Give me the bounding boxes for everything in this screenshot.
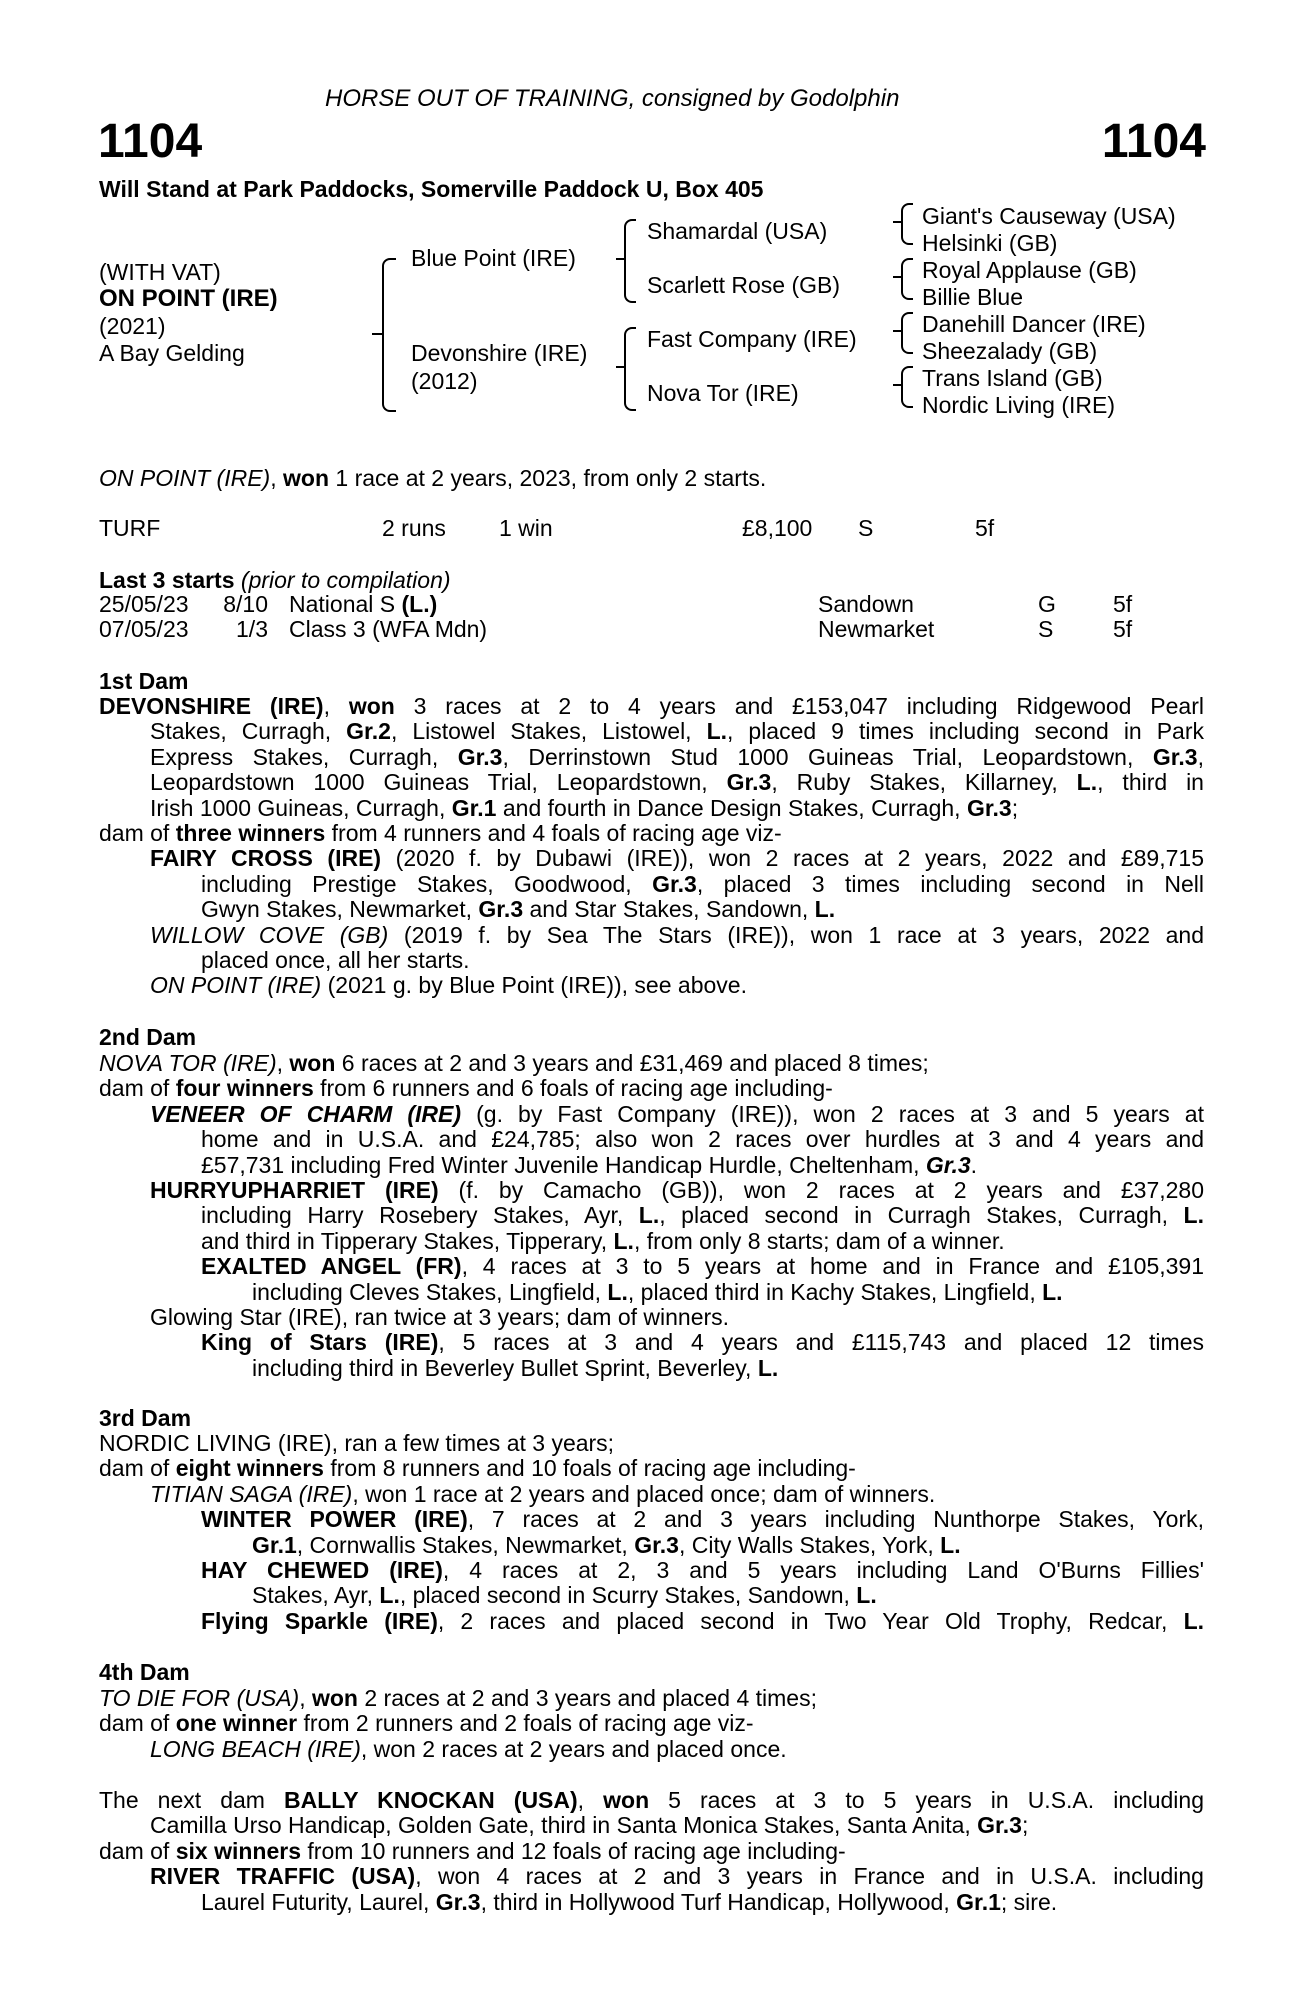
start-race: National S (L.): [289, 591, 438, 617]
dam2-line: dam of four winners from 6 runners and 6 foals of racing age including-: [99, 1075, 833, 1102]
dam3-heading: 3rd Dam: [99, 1405, 192, 1431]
dam3-line: TITIAN SAGA (IRE), won 1 race at 2 years and placed once; dam of winners.: [150, 1480, 936, 1507]
pedigree-ddd: Nordic Living (IRE): [922, 392, 1115, 418]
pedigree-sire: Blue Point (IRE): [411, 245, 576, 271]
dam2-line: home and in U.S.A. and £24,785; also won 2 races over hurdles at 3 and 4 years and: [201, 1127, 1204, 1153]
pedigree-dss: Danehill Dancer (IRE): [922, 311, 1146, 337]
next_dam-line: RIVER TRAFFIC (USA), won 4 races at 2 and 3 years in France and in U.S.A. including: [150, 1864, 1204, 1890]
consignment-line: HORSE OUT OF TRAINING, consigned by Godolphin: [325, 85, 900, 112]
dam2-line: VENEER OF CHARM (IRE) (g. by Fast Company (IRE)), won 2 races at 3 and 5 years at: [150, 1101, 1204, 1127]
pedigree-sire-dam: Scarlett Rose (GB): [647, 272, 840, 298]
pedigree-dds: Trans Island (GB): [922, 365, 1103, 391]
pedigree-ssd: Helsinki (GB): [922, 230, 1058, 256]
pedigree-bracket-main: [382, 258, 396, 412]
dam3-line: HAY CHEWED (IRE), 4 races at 2, 3 and 5 years including Land O'Burns Fillies': [201, 1558, 1204, 1583]
dam1-line: FAIRY CROSS (IRE) (2020 f. by Dubawi (IRE)), won 2 races at 2 years, 2022 and £89,715: [150, 846, 1204, 872]
dam4-heading: 4th Dam: [99, 1659, 190, 1685]
dam2-line: including Harry Rosebery Stakes, Ayr, L., placed second in Curragh Stakes, Curragh, L.: [201, 1203, 1204, 1229]
start-race: Class 3 (WFA Mdn): [289, 616, 488, 642]
dam2-line: King of Stars (IRE), 5 races at 3 and 4 years and £115,743 and placed 12 times: [201, 1330, 1204, 1356]
pedigree-sdd: Billie Blue: [922, 284, 1023, 310]
dam3-line: dam of eight winners from 8 runners and 10 foals of racing age including-: [99, 1455, 856, 1482]
dam1-line: Irish 1000 Guineas, Curragh, Gr.1 and fourth in Dance Design Stakes, Curragh, Gr.3;: [150, 794, 1019, 821]
race-summary: ON POINT (IRE), won 1 race at 2 years, 2023, from only 2 starts.: [99, 465, 767, 491]
start-course: Sandown: [818, 591, 914, 617]
dam3-line: Gr.1, Cornwallis Stakes, Newmarket, Gr.3, City Walls Stakes, York, L.: [252, 1531, 961, 1558]
next_dam-line: Laurel Futurity, Laurel, Gr.3, third in Hollywood Turf Handicap, Hollywood, Gr.1; sire.: [201, 1888, 1058, 1915]
record-wins: 1 win: [499, 515, 553, 541]
record-going: S: [858, 515, 874, 541]
vat-note: (WITH VAT): [99, 259, 221, 285]
horse-description: A Bay Gelding: [99, 340, 245, 366]
dam2-line: Glowing Star (IRE), ran twice at 3 years; dam of winners.: [150, 1304, 730, 1330]
pedigree-dsd: Sheezalady (GB): [922, 338, 1098, 364]
lot-number-left: 1104: [98, 115, 203, 168]
dam1-line: Gwyn Stakes, Newmarket, Gr.3 and Star Stakes, Sandown, L.: [201, 896, 836, 923]
pedigree-dam-sire: Fast Company (IRE): [647, 326, 857, 352]
start-date: 25/05/23: [99, 591, 189, 617]
last-starts-heading: Last 3 starts (prior to compilation): [99, 567, 451, 593]
dam1-line: dam of three winners from 4 runners and 4 foals of racing age viz-: [99, 820, 782, 846]
pedigree-dam-year: (2012): [411, 368, 478, 394]
record-distance: 5f: [975, 515, 995, 541]
pedigree-sire-sire: Shamardal (USA): [647, 218, 828, 244]
dam1-line: DEVONSHIRE (IRE), won 3 races at 2 to 4 years and £153,047 including Ridgewood Pearl: [99, 694, 1204, 719]
pedigree-bracket-dam: [624, 327, 636, 411]
dam2-line: EXALTED ANGEL (FR), 4 races at 3 to 5 years at home and in France and £105,391: [201, 1254, 1204, 1280]
dam3-line: Stakes, Ayr, L., placed second in Scurry Stakes, Sandown, L.: [252, 1582, 877, 1609]
pedigree-dam: Devonshire (IRE): [411, 340, 588, 366]
dam2-line: including third in Beverley Bullet Sprint, Beverley, L.: [252, 1354, 779, 1381]
dam1-line: Leopardstown 1000 Guineas Trial, Leopardstown, Gr.3, Ruby Stakes, Killarney, L., third in: [150, 770, 1204, 796]
record-runs: 2 runs: [382, 515, 446, 541]
stand-location: Will Stand at Park Paddocks, Somerville Paddock U, Box 405: [99, 176, 764, 202]
dam2-line: and third in Tipperary Stakes, Tipperary, L., from only 8 starts; dam of a winner.: [201, 1227, 1005, 1254]
dam3-line: WINTER POWER (IRE), 7 races at 2 and 3 years including Nunthorpe Stakes, York,: [201, 1507, 1204, 1533]
dam3-line: Flying Sparkle (IRE), 2 races and placed second in Two Year Old Trophy, Redcar, L.: [201, 1608, 1204, 1634]
dam4-line: dam of one winner from 2 runners and 2 foals of racing age viz-: [99, 1710, 754, 1737]
start-pos: 8/10: [223, 591, 268, 617]
start-pos: 1/3: [236, 616, 268, 642]
dam1-line: Express Stakes, Curragh, Gr.3, Derrinstown Stud 1000 Guineas Trial, Leopardstown, Gr.3,: [150, 744, 1204, 770]
dam1-line: placed once, all her starts.: [201, 947, 470, 973]
lot-number-right: 1104: [1101, 115, 1206, 168]
dam1-line: WILLOW COVE (GB) (2019 f. by Sea The Stars (IRE)), won 1 race at 3 years, 2022 and: [150, 922, 1204, 948]
next_dam-line: The next dam BALLY KNOCKAN (USA), won 5 races at 3 to 5 years in U.S.A. including: [99, 1788, 1204, 1813]
start-going: S: [1038, 616, 1054, 642]
next_dam-line: Camilla Urso Handicap, Golden Gate, third in Santa Monica Stakes, Santa Anita, Gr.3;: [150, 1812, 1029, 1839]
start-dist: 5f: [1113, 591, 1133, 617]
start-going: G: [1038, 591, 1056, 617]
pedigree-sss: Giant's Causeway (USA): [922, 203, 1176, 229]
dam4-line: TO DIE FOR (USA), won 2 races at 2 and 3 years and placed 4 times;: [99, 1685, 817, 1711]
dam2-line: £57,731 including Fred Winter Juvenile Handicap Hurdle, Cheltenham, Gr.3.: [201, 1151, 978, 1178]
start-course: Newmarket: [818, 616, 935, 642]
dam1-line: including Prestige Stakes, Goodwood, Gr.3, placed 3 times including second in Nell: [201, 871, 1204, 897]
horse-year: (2021): [99, 313, 166, 339]
pedigree-sds: Royal Applause (GB): [922, 257, 1137, 283]
record-surface: TURF: [99, 515, 161, 541]
horse-name: ON POINT (IRE): [99, 285, 278, 312]
pedigree-dam-dam: Nova Tor (IRE): [647, 380, 799, 406]
dam1-heading: 1st Dam: [99, 668, 189, 694]
dam1-line: ON POINT (IRE) (2021 g. by Blue Point (IRE)), see above.: [150, 972, 747, 999]
dam2-heading: 2nd Dam: [99, 1024, 197, 1050]
next_dam-line: dam of six winners from 10 runners and 12 foals of racing age including-: [99, 1837, 846, 1864]
dam2-line: including Cleves Stakes, Lingfield, L., placed third in Kachy Stakes, Lingfield, L.: [252, 1278, 1063, 1305]
dam2-line: NOVA TOR (IRE), won 6 races at 2 and 3 years and £31,469 and placed 8 times;: [99, 1050, 929, 1076]
dam2-line: HURRYUPHARRIET (IRE) (f. by Camacho (GB)), won 2 races at 2 years and £37,280: [150, 1178, 1204, 1203]
record-earnings: £8,100: [742, 515, 813, 541]
dam1-line: Stakes, Curragh, Gr.2, Listowel Stakes, Listowel, L., placed 9 times including second in Park: [150, 719, 1204, 745]
pedigree-bracket-sire: [624, 219, 636, 303]
start-date: 07/05/23: [99, 616, 189, 642]
dam4-line: LONG BEACH (IRE), won 2 races at 2 years and placed once.: [150, 1735, 787, 1762]
start-dist: 5f: [1113, 616, 1133, 642]
dam3-line: NORDIC LIVING (IRE), ran a few times at 3 years;: [99, 1430, 615, 1456]
